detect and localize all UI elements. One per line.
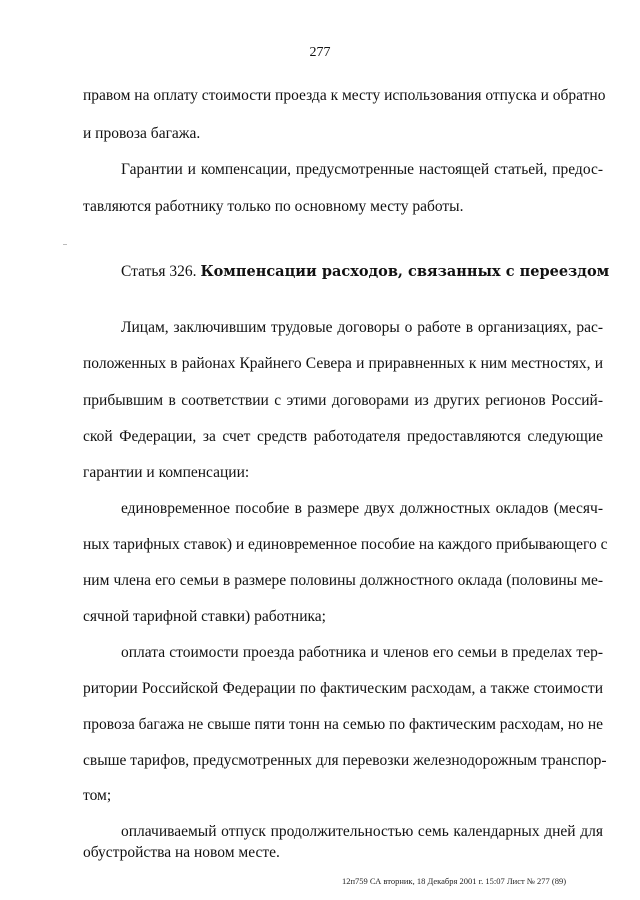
text-line: прибывшим в соответствии с этими договорами из других регионов Россий- [83, 392, 603, 409]
text-line: ской Федерации, за счет средств работодателя предоставляются следующие [83, 428, 603, 445]
text-line: свыше тарифов, предусмотренных для перевозки железнодорожным транспор- [83, 752, 607, 769]
article-number: Статья 326. [121, 263, 197, 280]
text-line: Лицам, заключившим трудовые договоры о работе в организациях, рас- [121, 319, 603, 336]
text-line: провоза багажа не свыше пяти тонн на семью по фактическим расходам, но не [83, 716, 603, 733]
text-line: обустройства на новом месте. [83, 844, 280, 861]
text-line: Гарантии и компенсации, предусмотренные настоящей статьей, предос- [121, 161, 603, 178]
text-line: сячной тарифной ставки) работника; [83, 608, 326, 625]
page-number: 277 [309, 45, 331, 60]
text-line: гарантии и компенсации: [83, 464, 250, 481]
page-footer: 12п759 СА вторник, 18 Декабря 2001 г. 15:07 Лист № 277 (89) [342, 876, 567, 886]
text-line: том; [83, 787, 112, 804]
article-title: Компенсации расходов, связанных с переездом [200, 263, 610, 280]
text-line: оплачиваемый отпуск продолжительностью семь календарных дней для [121, 823, 603, 840]
text-line: правом на оплату стоимости проезда к месту использования отпуска и обратно [83, 87, 606, 104]
article-heading [121, 263, 610, 281]
text-line: положенных в районах Крайнего Севера и приравненных к ним местностях, и [83, 355, 603, 372]
text-line: ним члена его семьи в размере половины должностного оклада (половины ме- [83, 572, 603, 589]
text-line: тавляются работнику только по основному месту работы. [83, 198, 464, 215]
text-line: единовременное пособие в размере двух должностных окладов (месяч- [121, 500, 603, 517]
text-line: оплата стоимости проезда работника и членов его семьи в пределах тер- [121, 644, 603, 661]
text-line: и провоза багажа. [83, 125, 201, 142]
margin-mark [63, 244, 67, 245]
text-line: ритории Российской Федерации по фактическим расходам, а также стоимости [83, 680, 603, 697]
text-line: ных тарифных ставок) и единовременное пособие на каждого прибывающего с [83, 536, 608, 553]
